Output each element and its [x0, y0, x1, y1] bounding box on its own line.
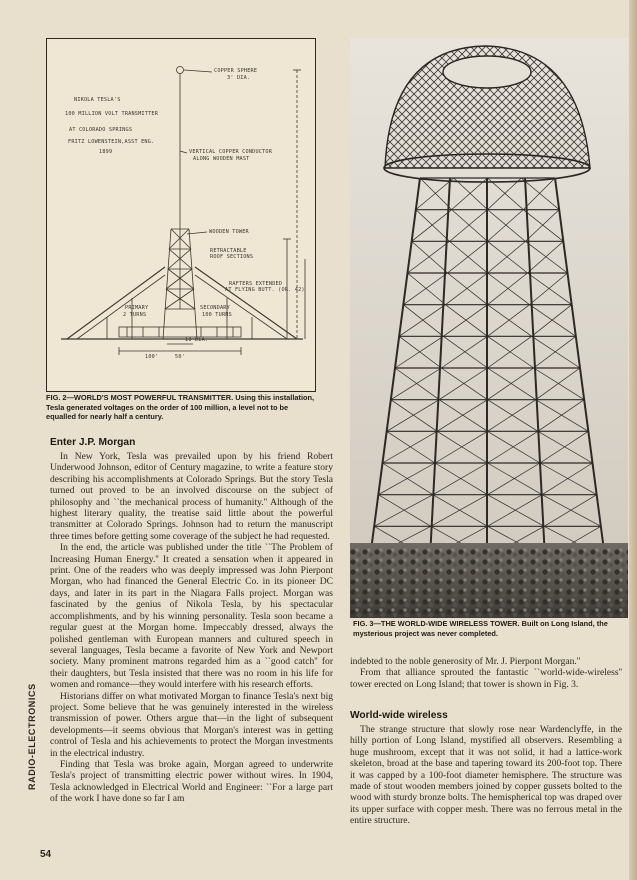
section-heading-wireless: World-wide wireless [350, 710, 448, 721]
label-conductor-1: VERTICAL COPPER CONDUCTOR [189, 149, 273, 155]
label-secondary-1: SECONDARY [200, 305, 230, 311]
paragraph: In New York, Tesla was prevailed upon by his friend Robert Underwood Johnson, editor of Century magazine, to write a feature story describing his accomplishments at Colorado Springs. But the story Tesla turned out proved to be an involved discourse on the subject of philosophy and ``the mechanical process of humanity.'' Although of the highest literary quality, the treatise said little about the powerful transmitter at Colorado Springs. Johnson had to return the manuscript three times before getting some coverage of the subject he had requested. [50, 451, 333, 542]
label-rafters-2: AT FLYING BUTT. (OR. 42) [225, 287, 305, 293]
figure-2-caption-lead: FIG. 2—WORLD'S MOST POWERFUL TRANSMITTER. [46, 393, 234, 402]
paragraph: Historians differ on what motivated Morgan to finance Tesla's next big project. Some believe that he was genuinely interested in the wireless transmission of power. Others argue that—in the light of subsequent developments—it seems obvious that Morgan's interest was in getting control of Tesla and his achievements to protect the Morgan investments in the electrical industry. [50, 690, 333, 759]
label-secondary-2: 100 TURNS [202, 312, 232, 318]
transmitter-diagram [47, 39, 315, 391]
figure-2-caption-text: Using this installation, Tesla generated voltages on the order of 100 million, a level not to be equalled for nearly half a century. [46, 393, 315, 422]
figure-3-caption-lead: FIG. 3—THE WORLD-WIDE WIRELESS TOWER. [353, 619, 520, 628]
figure-3-caption [353, 619, 625, 638]
paragraph-continuation: indebted to the noble generosity of Mr. J. Pierpont Morgan.'' [350, 656, 581, 667]
label-dim-50: 50' [175, 354, 185, 360]
wardenclyffe-tower-illustration [350, 38, 628, 618]
page-edge [629, 0, 637, 880]
drawing-title-line4: FRITZ LOWENSTEIN,ASST ENG. [68, 139, 155, 145]
magazine-name-vertical: RADIO-ELECTRONICS [27, 683, 37, 790]
label-conductor-2: ALONG WOODEN MAST [193, 156, 250, 162]
left-column-text [50, 451, 333, 805]
figure-2-drawing [46, 38, 316, 392]
right-column-text-bottom [350, 724, 622, 827]
paragraph: From that alliance sprouted the fantastic ``world-wide-wireless'' tower erected on Long Island; that tower is shown in Fig. 3. [350, 667, 622, 690]
label-retractable-1: RETRACTABLE [210, 248, 247, 254]
label-wooden-tower: WOODEN TOWER [209, 229, 249, 235]
label-dim-10: 10 DIA. [185, 337, 209, 343]
label-primary-2: 2 TURNS [123, 312, 147, 318]
right-column-text-top [350, 656, 622, 690]
drawing-title-line1: NIKOLA TESLA'S [74, 97, 121, 103]
drawing-title-line5: 1899 [99, 149, 113, 155]
page-number: 54 [40, 849, 52, 860]
figure-3-caption-text: Built on Long Island, the mysterious project was never completed. [353, 619, 608, 638]
paragraph: The strange structure that slowly rose near Wardenclyffe, in the hilly portion of Long Island, mystified all observers. Resembling a huge mushroom, except that it was not solid, it had a lattice-work skeleton, broad at the base and tapering toward its 200-foot top. There it was capped by a 100-foot diameter hemisphere. The structure was made of stout wooden members joined by copper gussets bolted to the wood with sturdy bronze bolts. The hemispherical top was draped over its upper surface with copper mesh. There was no ferrous metal in the entire structure. [350, 724, 622, 827]
paragraph: Finding that Tesla was broke again, Morgan agreed to underwrite Tesla's project of transmitting electric power without wires. In 1904, Tesla acknowledged in Electrical World and Engineer: ``For a large part of the work I have done so far I am [50, 758, 333, 805]
label-dim-100: 100' [145, 354, 159, 360]
label-retractable-2: ROOF SECTIONS [210, 254, 254, 260]
figure-3-photo [350, 38, 628, 618]
drawing-title-line3: AT COLORADO SPRINGS [69, 127, 133, 133]
label-copper-sphere: COPPER SPHERE [214, 68, 258, 74]
label-copper-sphere-dim: 3' DIA. [227, 75, 251, 81]
paragraph: In the end, the article was published under the title ``The Problem of Increasing Human Energy.'' It created a sensation when it appeared in print. One of the readers who was deeply impressed was John Pierpont Morgan, who had financed the General Electric Co. in its pioneer DC days, and later in its part in the Niagara Falls project. Morgan was fascinated by the genius of Nikola Tesla, by his spectacular accomplishments, and by his winning personality. Tesla soon became a regular guest at the Morgan home. Impeccably dressed, always the polished gentleman with European manners and cultured speech in several languages, Tesla became a favorite of New York and Newport society. Many prominent matrons regarded him as a ``good catch'' for their daughters, but Tesla insisted that there was no room in his life for women and romance—they would interfere with his research efforts. [50, 542, 333, 691]
label-rafters-1: RAFTERS EXTENDED [229, 281, 283, 287]
drawing-title-line2: 100 MILLION VOLT TRANSMITTER [65, 111, 159, 117]
figure-2-caption [46, 393, 318, 422]
label-primary-1: PRIMARY [125, 305, 149, 311]
section-heading-morgan: Enter J.P. Morgan [50, 437, 136, 448]
